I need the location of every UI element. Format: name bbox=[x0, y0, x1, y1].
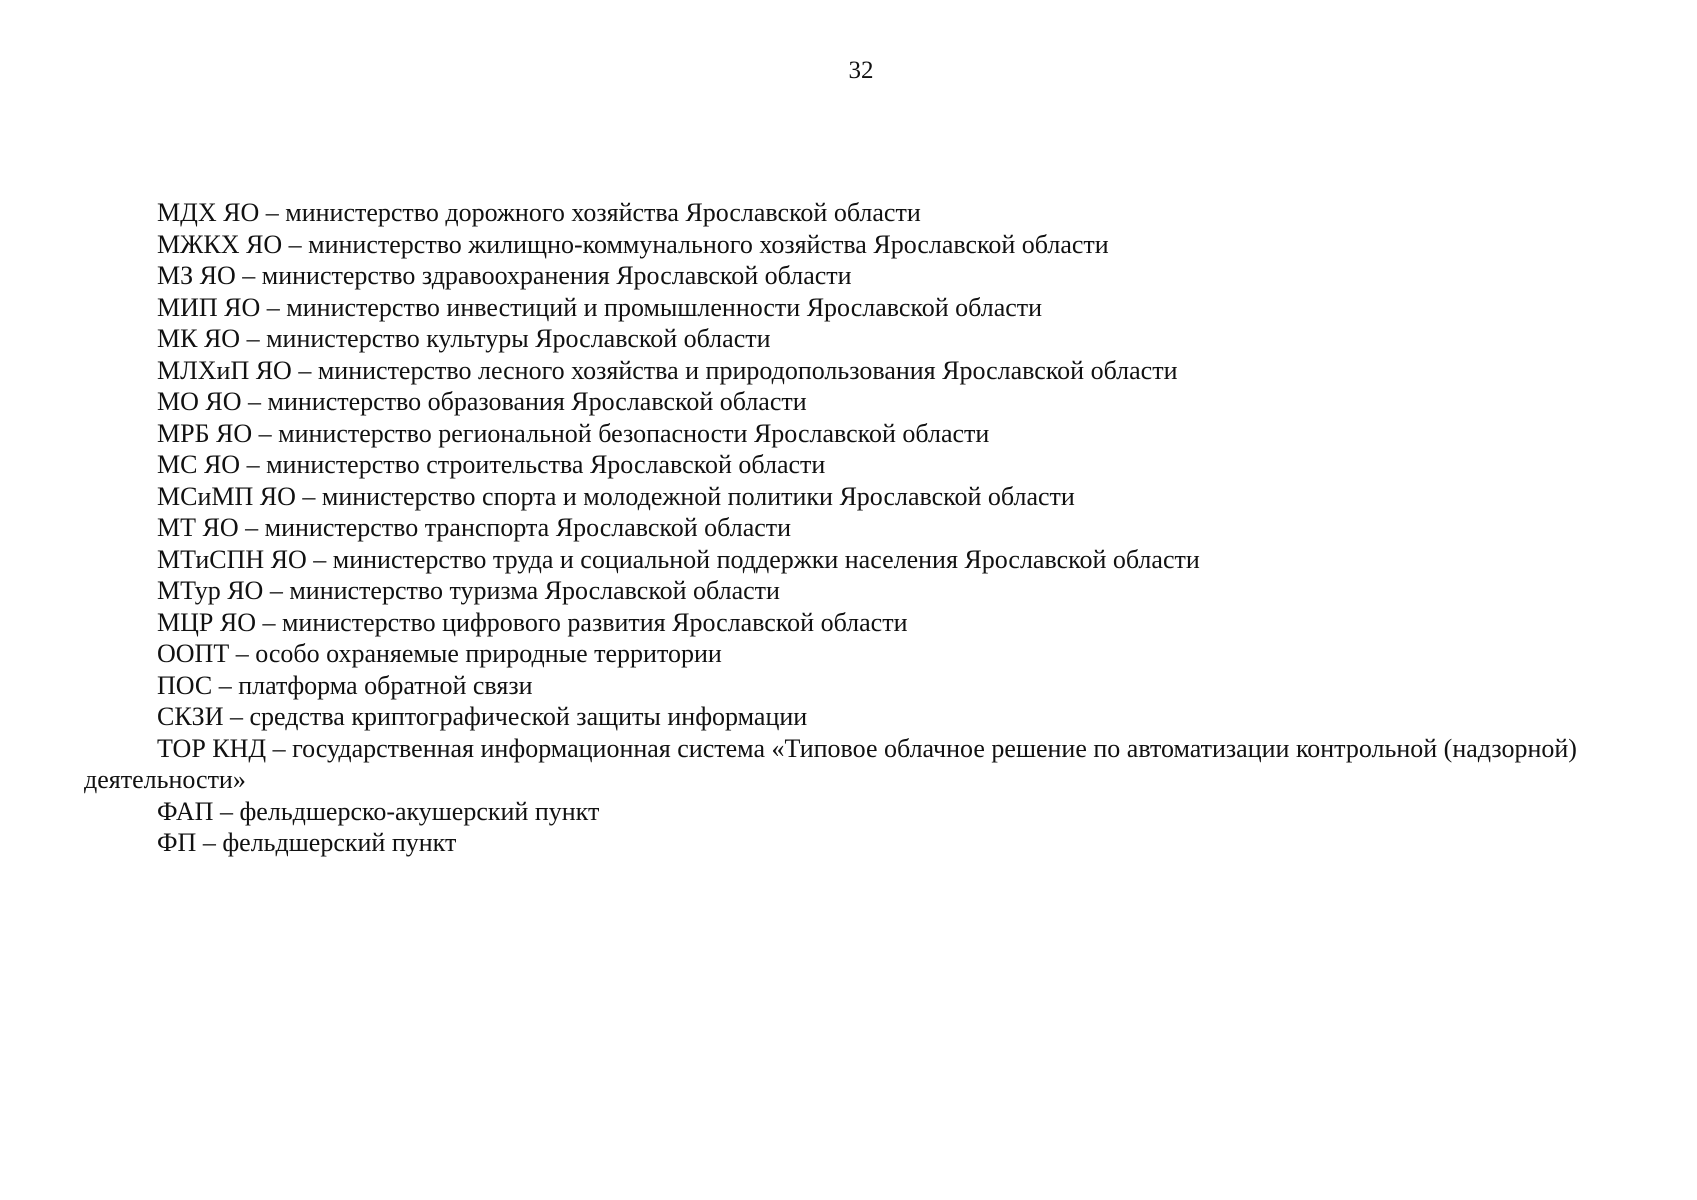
abbreviation-list bbox=[84, 197, 1584, 859]
abbreviation-entry: МЦР ЯО – министерство цифрового развития Ярославской области bbox=[157, 607, 908, 637]
abbreviation-entry: МИП ЯО – министерство инвестиций и промышленности Ярославской области bbox=[157, 292, 1043, 322]
page-number: 32 bbox=[848, 57, 874, 84]
abbreviation-entry: СКЗИ – средства криптографической защиты информации bbox=[157, 702, 808, 731]
abbreviation-entry: МЗ ЯО – министерство здравоохранения Ярославской области bbox=[157, 261, 852, 290]
abbreviation-entry: МЖКХ ЯО – министерство жилищно-коммунального хозяйства Ярославской области bbox=[157, 229, 1109, 259]
abbreviation-entry: ПОС – платформа обратной связи bbox=[157, 670, 533, 700]
abbreviation-entry: МТур ЯО – министерство туризма Ярославской области bbox=[157, 576, 780, 605]
abbreviation-entry: МС ЯО – министерство строительства Ярославской области bbox=[157, 450, 826, 479]
abbreviation-entry: ФАП – фельдшерско-акушерский пункт bbox=[157, 796, 600, 826]
abbreviation-entry: МО ЯО – министерство образования Ярославской области bbox=[157, 387, 807, 416]
abbreviation-entry: МСиМП ЯО – министерство спорта и молодежной политики Ярославской области bbox=[157, 481, 1075, 511]
abbreviation-entry: МК ЯО – министерство культуры Ярославской области bbox=[157, 324, 771, 353]
abbreviation-entry: ФП – фельдшерский пункт bbox=[157, 828, 457, 857]
abbreviation-entry: ТОР КНД – государственная информационная система «Типовое облачное решение по автоматизации контрольной (надзорной) деятельности» bbox=[84, 733, 1577, 794]
abbreviation-entry: МРБ ЯО – министерство региональной безопасности Ярославской области bbox=[157, 418, 990, 448]
abbreviation-entry: МТ ЯО – министерство транспорта Ярославской области bbox=[157, 513, 792, 542]
abbreviation-entry: МЛХиП ЯО – министерство лесного хозяйства и природопользования Ярославской области bbox=[157, 355, 1178, 385]
abbreviation-entry: ООПТ – особо охраняемые природные территории bbox=[157, 639, 722, 668]
abbreviation-entry: МДХ ЯО – министерство дорожного хозяйства Ярославской области bbox=[157, 198, 921, 227]
abbreviation-entry: МТиСПН ЯО – министерство труда и социальной поддержки населения Ярославской области bbox=[157, 544, 1200, 574]
